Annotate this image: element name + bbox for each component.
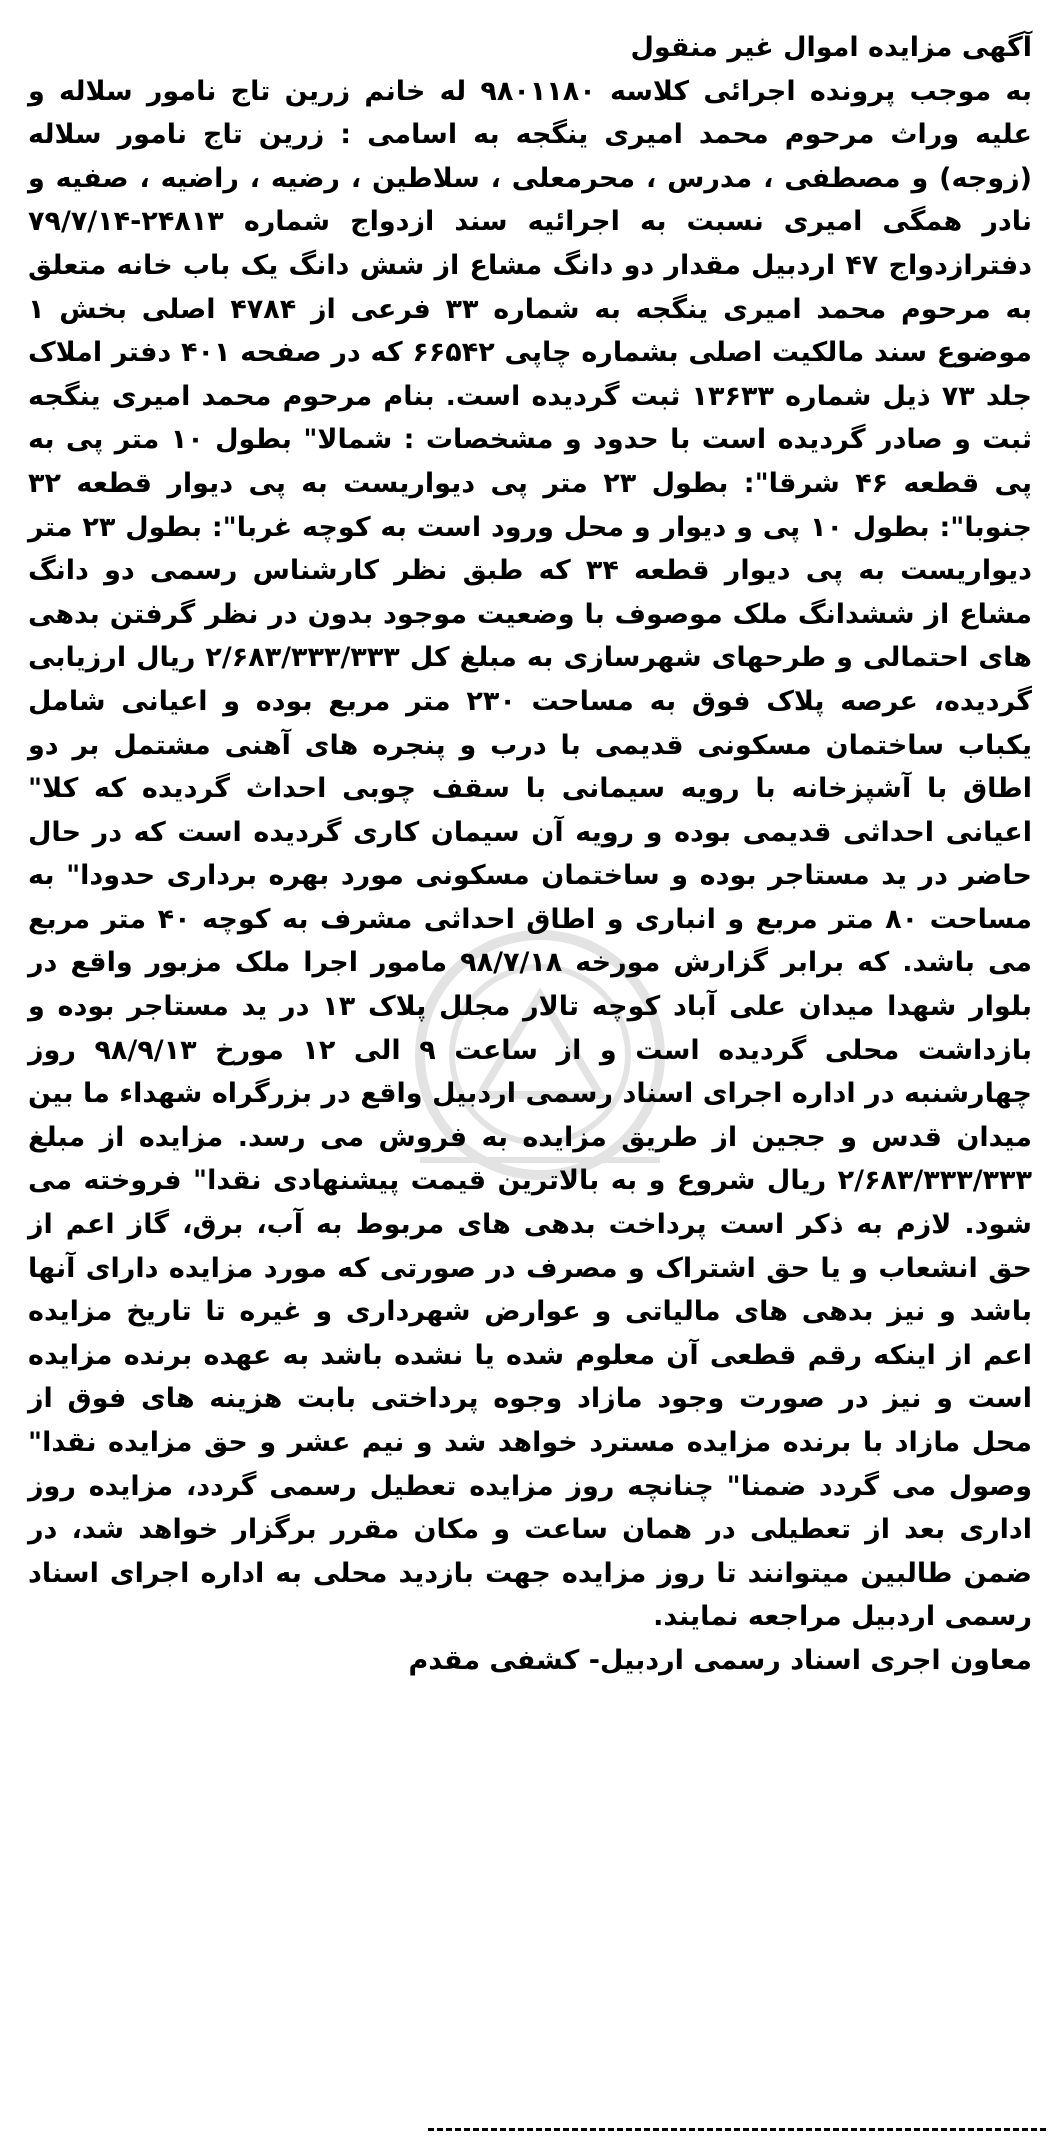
notice-signature: معاون اجری اسناد رسمی اردبیل- کشفی مقدم <box>408 1644 1032 1676</box>
notice-title: آگهی مزایده اموال غیر منقول <box>630 32 1032 63</box>
notice-body: به موجب پرونده اجرائی کلاسه ۹۸۰۱۱۸۰ له خانم زرین تاج نامور سلاله و علیه وراث مرحوم محمد امیری ینگجه به اسامی : زرین تاج نامور سلاله (زوجه) و مصطفی ، مدرس ، محرمعلی ، سلاطین ، رضیه ، راضیه ، صفیه و نادر همگی امیری نسبت به اجرائیه سند ازدواج شماره ۲۴۸۱۳-۷۹/۷/۱۴ دفترازدواج ۴۷ اردبیل مقدار دو دانگ مشاع از شش دانگ یک باب خانه متعلق به مرحوم محمد امیری ینگجه به شماره ۳۳ فرعی از ۴۷۸۴ اصلی بخش ۱ موضوع سند مالکیت اصلی بشماره چاپی ۶۶۵۴۲ که در صفحه ۴۰۱ دفتر املاک جلد ۷۳ ذیل شماره ۱۳۶۳۳ ثبت گردیده است. بنام مرحوم محمد امیری ینگجه ثبت و صادر گردیده است با حدود و مشخصات : شمالا" بطول ۱۰ متر پی به پی قطعه ۴۶ شرقا": بطول ۲۳ متر پی دیواریست به پی دیوار قطعه ۳۲ جنوبا": بطول ۱۰ پی و دیوار و محل ورود است به کوچه غربا": بطول ۲۳ متر دیواریست به پی دیوار قطعه ۳۴ که طبق نظر کارشناس رسمی دو دانگ مشاع از ششدانگ ملک موصوف با وضعیت موجود بدون در نظر گرفتن بدهی های احتمالی و طرحهای شهرسازی به مبلغ کل ۲/۶۸۳/۳۳۳/۳۳۳ ریال ارزیابی گردیده، عرصه پلاک فوق به مساحت ۲۳۰ متر مربع بوده و اعیانی شامل یکباب ساختمان مسکونی قدیمی با درب و پنجره های آهنی مشتمل بر دو اطاق با آشپزخانه با رویه سیمانی با سقف چوبی احداث گردیده که کلا" اعیانی احداثی قدیمی بوده و رویه آن سیمان کاری گردیده است که در حال حاضر در ید مستاجر بوده و ساختمان مسکونی مورد بهره برداری حدودا" به مساحت ۸۰ متر مربع و انباری و اطاق احداثی مشرف به کوچه ۴۰ متر مربع می باشد. که برابر گزارش مورخه ۹۸/۷/۱۸ مامور اجرا ملک مزبور واقع در بلوار شهدا میدان علی آباد کوچه تالار مجلل پلاک ۱۳ در ید مستاجر بوده و بازداشت محلی گردیده است و از ساعت ۹ الی ۱۲ مورخ ۹۸/۹/۱۳ روز چهارشنبه در اداره اجرای اسناد رسمی اردبیل واقع در بزرگراه شهداء ما بین میدان قدس و ججین از طریق مزایده به فروش می رسد. مزایده از مبلغ ۲/۶۸۳/۳۳۳/۳۳۳ ریال شروع و به بالاترین قیمت پیشنهادی نقدا" فروخته می شود. لازم به ذکر است پرداخت بدهی های مربوط به آب، برق، گاز اعم از حق انشعاب و یا حق اشتراک و مصرف در صورتی که مورد مزایده دارای آنها باشد و نیز بدهی های مالیاتی و عوارض شهرداری و غیره تا تاریخ مزایده اعم از اینکه رقم قطعی آن معلوم شده یا نشده باشد به عهده برنده مزایده است و نیز در صورت وجود مازاد وجوه پرداختی بابت هزینه های فوق از محل مازاد با برنده مزایده مسترد خواهد شد و نیم عشر و حق مزایده نقدا" وصول می گردد ضمنا" چنانچه روز مزایده تعطیل رسمی گردد، مزایده روز اداری بعد از تعطیلی در همان ساعت و مکان مقرر برگزار خواهد شد، در ضمن طالبین میتوانند تا روز مزایده جهت بازدید محلی به اداره اجرای اسناد رسمی اردبیل مراجعه نمایند. <box>28 75 1033 1633</box>
notice-divider <box>428 2128 1046 2131</box>
notice-text-block <box>28 26 1032 1683</box>
